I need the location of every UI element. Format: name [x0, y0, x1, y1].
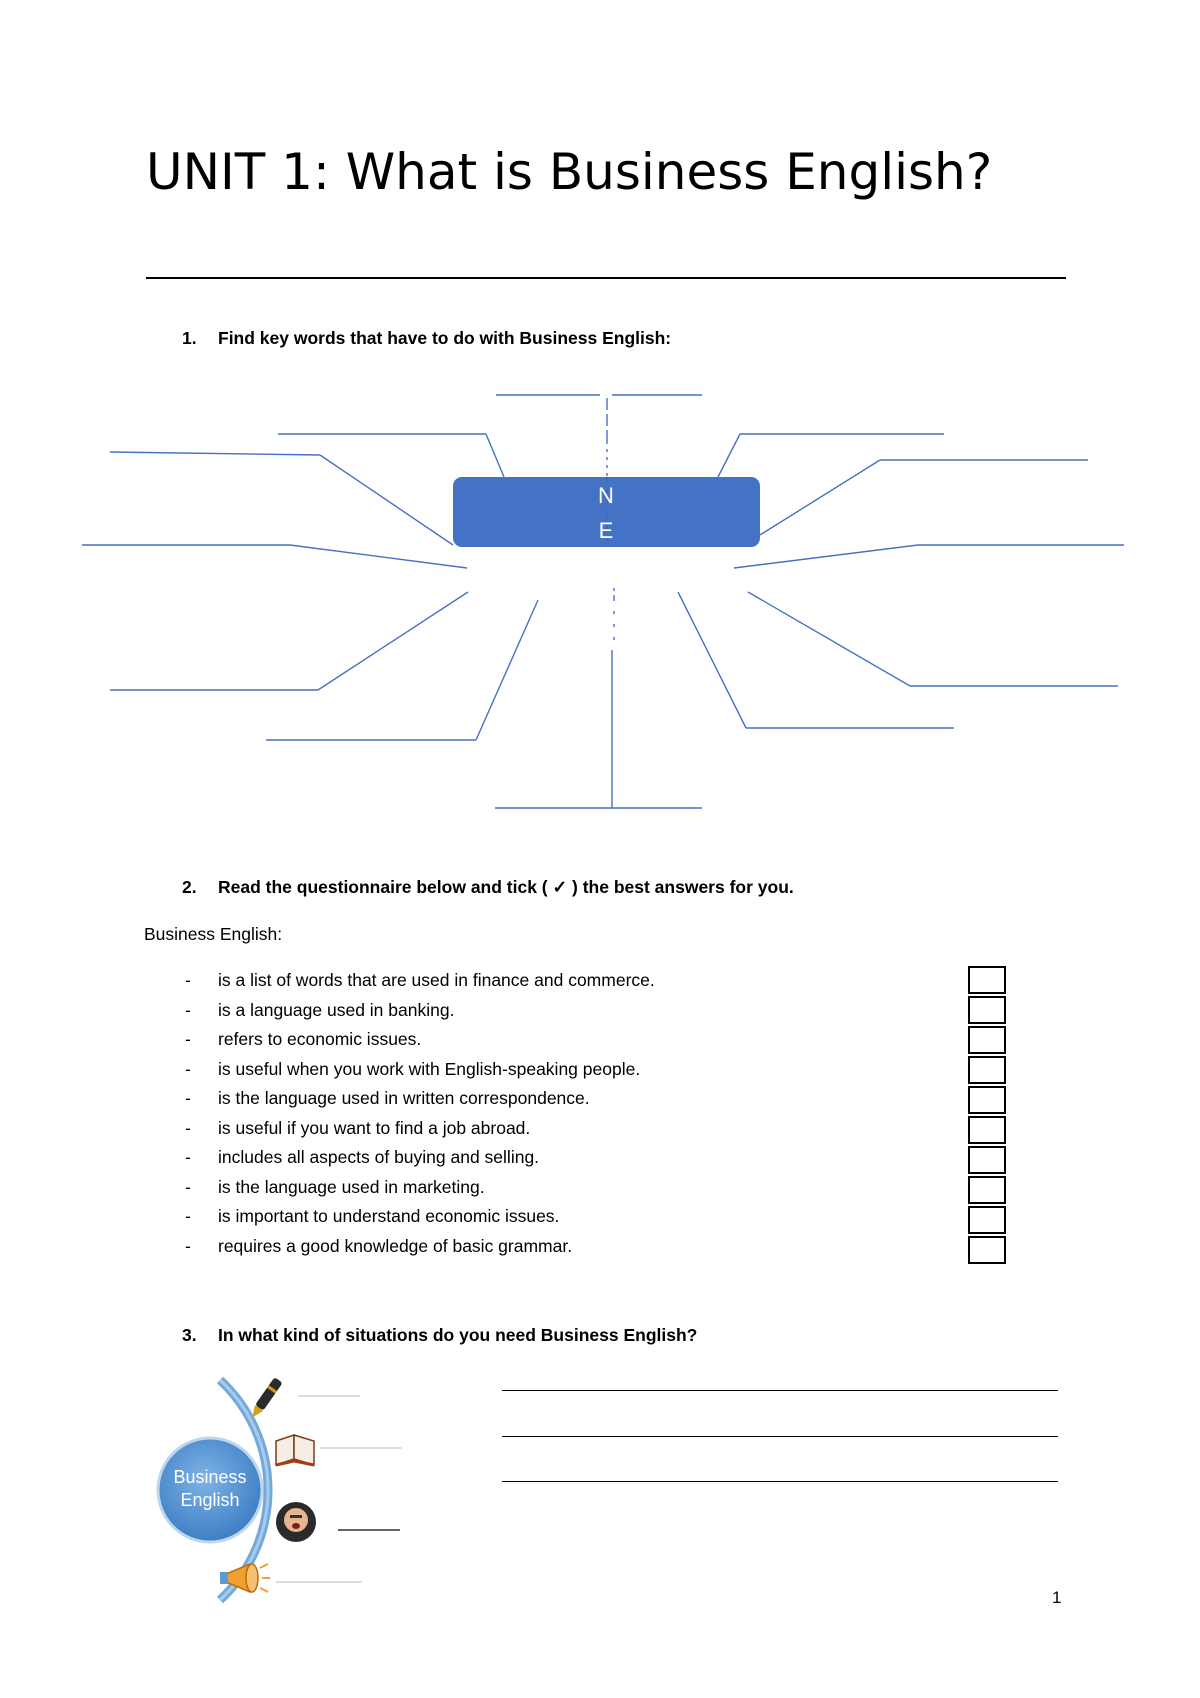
keyword-spider-diagram — [0, 380, 1200, 820]
graphic-label-business: Business — [173, 1467, 247, 1487]
keyword-line-far-left-1 — [110, 452, 320, 455]
tick-box-9[interactable] — [968, 1206, 1006, 1234]
question-2-heading — [0, 877, 1200, 901]
question-3-text: In what kind of situations do you need Business English? — [218, 1325, 698, 1345]
question-2-text: Read the questionnaire below and tick ( ✓ ) the best answers for you. — [218, 877, 794, 897]
tick-box-3[interactable] — [968, 1026, 1006, 1054]
tick-box-6[interactable] — [968, 1116, 1006, 1144]
business-english-graphic — [150, 1370, 410, 1610]
tick-box-8[interactable] — [968, 1176, 1006, 1204]
answer-line-1[interactable] — [502, 1390, 1058, 1391]
tick-box-5[interactable] — [968, 1086, 1006, 1114]
graphic-label-english: English — [180, 1490, 240, 1510]
tick-box-1[interactable] — [968, 966, 1006, 994]
book-icon — [276, 1435, 314, 1465]
tick-box-7[interactable] — [968, 1146, 1006, 1174]
question-3-number: 3. — [182, 1325, 197, 1345]
page-number: 1 — [1052, 1588, 1062, 1607]
question-2-number: 2. — [182, 877, 197, 897]
question-1-number: 1. — [182, 328, 197, 348]
questionnaire-list: - is a list of words that are used in finance and commerce. - is a language used in banking. - refers to economic issues. - is useful when you work with English-speaking people. - is the language used in written correspondence. - is useful if you want to find a job abroad. - includes all aspects of buying and selling. - is the language used in marketing. - is important to understand economic issues. - requires a good knowledge of basic grammar. — [185, 970, 655, 1256]
question-1-text: Find key words that have to do with Business English: — [218, 328, 672, 348]
center-letter-e: E — [598, 518, 614, 543]
page-title: UNIT 1: What is Business English? — [146, 143, 993, 201]
title-underline — [146, 277, 1066, 279]
questionnaire-intro: Business English: — [144, 924, 283, 944]
answer-line-3[interactable] — [502, 1481, 1058, 1482]
tick-box-2[interactable] — [968, 996, 1006, 1024]
answer-line-2[interactable] — [502, 1436, 1058, 1437]
question-3-heading — [0, 1325, 1200, 1349]
question-1-heading — [0, 328, 1200, 352]
pen-icon — [248, 1377, 283, 1420]
center-letter-n: N — [598, 483, 614, 508]
tick-box-4[interactable] — [968, 1056, 1006, 1084]
speaker-person-icon — [276, 1502, 316, 1542]
tick-box-10[interactable] — [968, 1236, 1006, 1264]
